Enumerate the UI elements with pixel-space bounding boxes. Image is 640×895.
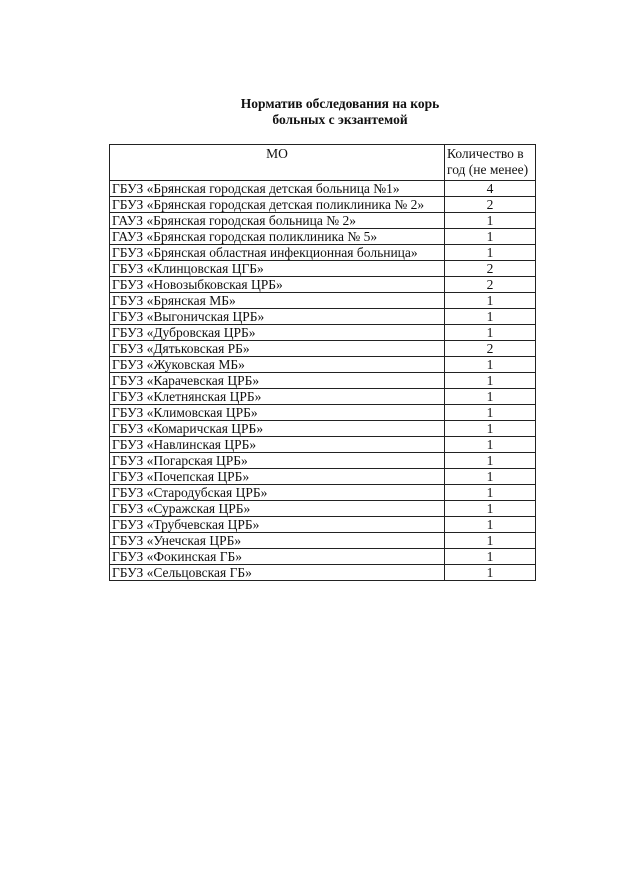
norm-table-header [110, 145, 536, 181]
exam-quantity: 1 [445, 309, 536, 325]
organization-name: ГБУЗ «Навлинская ЦРБ» [110, 437, 445, 453]
organization-name: ГАУЗ «Брянская городская поликлиника № 5» [110, 229, 445, 245]
table-row [110, 341, 536, 357]
exam-quantity: 1 [445, 485, 536, 501]
organization-name: ГБУЗ «Сельцовская ГБ» [110, 565, 445, 581]
table-row [110, 277, 536, 293]
exam-quantity: 1 [445, 549, 536, 565]
exam-quantity: 2 [445, 261, 536, 277]
table-row [110, 309, 536, 325]
organization-name: ГБУЗ «Комаричская ЦРБ» [110, 421, 445, 437]
organization-name: ГБУЗ «Брянская городская детская поликлиника № 2» [110, 197, 445, 213]
organization-name: ГБУЗ «Стародубская ЦРБ» [110, 485, 445, 501]
organization-name: ГБУЗ «Климовская ЦРБ» [110, 405, 445, 421]
exam-quantity: 1 [445, 389, 536, 405]
table-row [110, 549, 536, 565]
exam-quantity: 1 [445, 469, 536, 485]
organization-name: ГБУЗ «Клетнянская ЦРБ» [110, 389, 445, 405]
exam-quantity: 1 [445, 357, 536, 373]
exam-quantity: 1 [445, 325, 536, 341]
exam-quantity: 1 [445, 245, 536, 261]
organization-name: ГБУЗ «Трубчевская ЦРБ» [110, 517, 445, 533]
table-row [110, 325, 536, 341]
table-row [110, 181, 536, 197]
organization-name: ГБУЗ «Дятьковская РБ» [110, 341, 445, 357]
exam-quantity: 1 [445, 421, 536, 437]
table-row [110, 293, 536, 309]
table-row [110, 533, 536, 549]
norm-table [109, 144, 536, 581]
organization-name: ГБУЗ «Суражская ЦРБ» [110, 501, 445, 517]
table-row [110, 421, 536, 437]
table-row [110, 517, 536, 533]
table-row [110, 373, 536, 389]
header-row [110, 145, 536, 181]
table-row [110, 405, 536, 421]
exam-quantity: 1 [445, 533, 536, 549]
table-row [110, 213, 536, 229]
organization-name: ГБУЗ «Выгоничская ЦРБ» [110, 309, 445, 325]
document-title [160, 96, 520, 128]
table-row [110, 197, 536, 213]
exam-quantity: 1 [445, 453, 536, 469]
exam-quantity: 1 [445, 405, 536, 421]
table-row [110, 485, 536, 501]
table-row [110, 389, 536, 405]
table-row [110, 565, 536, 581]
table-row [110, 229, 536, 245]
organization-name: ГАУЗ «Брянская городская больница № 2» [110, 213, 445, 229]
organization-name: ГБУЗ «Погарская ЦРБ» [110, 453, 445, 469]
exam-quantity: 1 [445, 213, 536, 229]
header-quantity: Количество в год (не менее) [445, 145, 536, 181]
document-title-line-1: Норматив обследования на корь [240, 96, 440, 111]
exam-quantity: 4 [445, 181, 536, 197]
exam-quantity: 2 [445, 277, 536, 293]
table-row [110, 469, 536, 485]
table-row [110, 245, 536, 261]
exam-quantity: 1 [445, 229, 536, 245]
organization-name: ГБУЗ «Клинцовская ЦГБ» [110, 261, 445, 277]
organization-name: ГБУЗ «Новозыбковская ЦРБ» [110, 277, 445, 293]
organization-name: ГБУЗ «Жуковская МБ» [110, 357, 445, 373]
exam-quantity: 1 [445, 373, 536, 389]
table-row [110, 357, 536, 373]
exam-quantity: 2 [445, 341, 536, 357]
exam-quantity: 1 [445, 565, 536, 581]
organization-name: ГБУЗ «Брянская областная инфекционная больница» [110, 245, 445, 261]
exam-quantity: 1 [445, 293, 536, 309]
norm-table-body [110, 181, 536, 581]
table-row [110, 453, 536, 469]
organization-name: ГБУЗ «Брянская МБ» [110, 293, 445, 309]
exam-quantity: 1 [445, 501, 536, 517]
table-row [110, 261, 536, 277]
exam-quantity: 1 [445, 437, 536, 453]
document-title-line-2: больных с экзантемой [272, 112, 408, 127]
exam-quantity: 1 [445, 517, 536, 533]
organization-name: ГБУЗ «Унечская ЦРБ» [110, 533, 445, 549]
organization-name: ГБУЗ «Брянская городская детская больница №1» [110, 181, 445, 197]
organization-name: ГБУЗ «Фокинская ГБ» [110, 549, 445, 565]
exam-quantity: 2 [445, 197, 536, 213]
organization-name: ГБУЗ «Почепская ЦРБ» [110, 469, 445, 485]
table-row [110, 437, 536, 453]
table-row [110, 501, 536, 517]
organization-name: ГБУЗ «Дубровская ЦРБ» [110, 325, 445, 341]
header-organization: МО [110, 145, 445, 181]
organization-name: ГБУЗ «Карачевская ЦРБ» [110, 373, 445, 389]
